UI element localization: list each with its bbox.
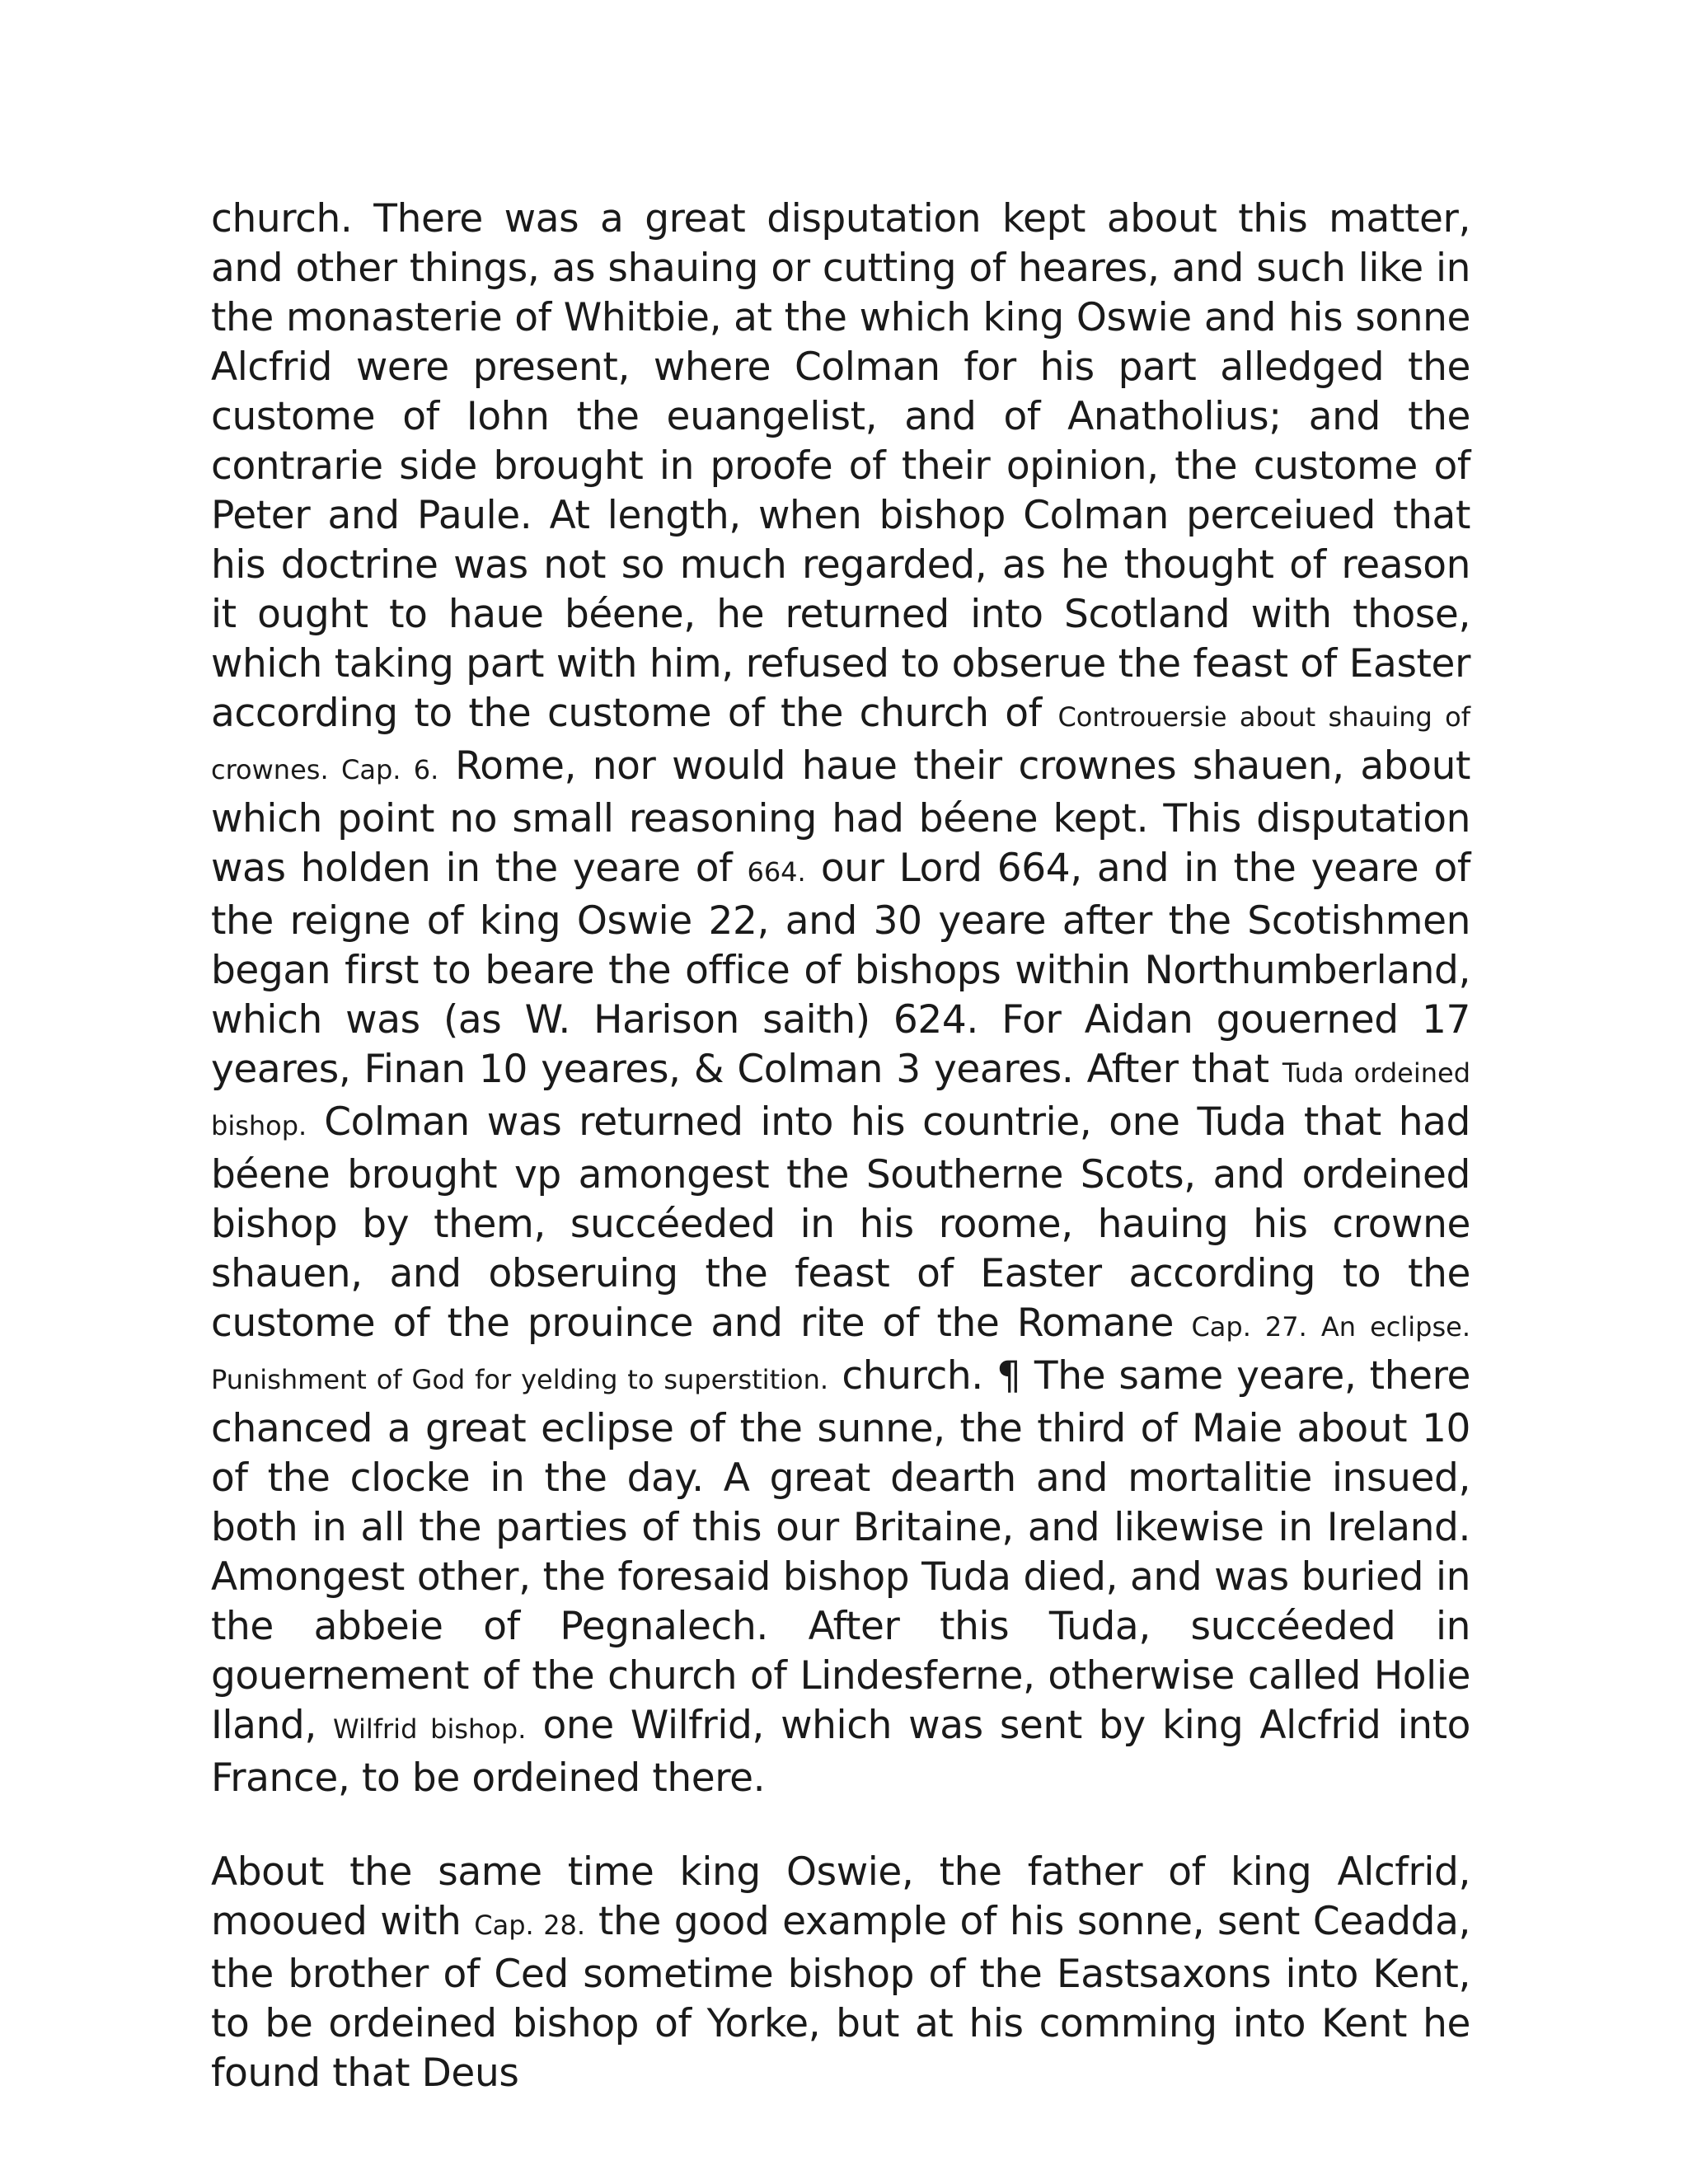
body-text: About the same time king Oswie, the father of king Alcfrid, mooued with (211, 1849, 1470, 1944)
body-text: Rome, nor would haue their crownes shauen, about which point no small reasoning had béene kept. This disputation was holden in the yeare of (211, 743, 1470, 891)
margin-note: 6. (401, 754, 439, 785)
margin-note: Tuda ordeined bishop. (211, 1057, 1471, 1141)
margin-note: 27. An eclipse. Punishment of God for yelding to superstition. (211, 1311, 1470, 1395)
margin-note-year: 664. (747, 856, 806, 888)
body-text: church. There was a great disputation kept about this matter, and other things, as shauing or cutting of heares, and such like in the monasterie of Whitbie, at the which king Oswie and his sonne Alcfrid were present, where Colman for his part alledged the custome of Iohn the euangelist, and of Anatholius; and the contrarie side brought in proofe of their opinion, the custome of Peter and Paule. At length, when bishop Colman perceiued that his doctrine was not so much regarded, as he thought of reason it ought to haue béene, he returned into Scotland with those, which taking part with him, refused to obserue the feast of Easter according to the custome of the church of (211, 196, 1470, 736)
body-text: Colman was returned into his countrie, one Tuda that had béene brought vp amongest the Southerne Scots, and ordeined bishop by them, succéeded in his roome, hauing his crowne shauen, and obseruing the feast of Easter according to the custome of the prouince and rite of the Romane (211, 1099, 1470, 1346)
margin-note: 28. (533, 1910, 586, 1941)
document-page (211, 194, 1470, 2098)
body-text: church. ¶ The same yeare, there chanced a great eclipse of the sunne, the third of Maie about 10 of the clocke in the day. A great dearth and mortalitie insued, both in all the parties of this our Britaine, and likewise in Ireland. Amongest other, the foresaid bishop Tuda died, and was buried in the abbeie of Pegnalech. After this Tuda, succéeded in gouernement of the church of Lindesferne, otherwise called Holie Iland, (211, 1353, 1471, 1748)
paragraph-2 (211, 1848, 1470, 2098)
body-text: the good example of his sonne, sent Ceadda, the brother of Ced sometime bishop of the Eastsaxons into Kent, to be ordeined bishop of Yorke, but at his comming into Kent he found that Deus (211, 1899, 1471, 2096)
margin-note-cap: Cap. (340, 754, 401, 785)
body-text: our Lord 664, and in the yeare of the reigne of king Oswie 22, and 30 yeare after the Scotishmen began first to beare the office of bishops within Northumberland, which was (as W. Harison saith) 624. For Aidan gouerned 17 yeares, Finan 10 yeares, & Colman 3 yeares. After that (211, 846, 1470, 1092)
body-text: one Wilfrid, which was sent by king Alcfrid into France, to be ordeined there. (211, 1703, 1470, 1801)
margin-note: Controuersie about shauing of crownes. (211, 701, 1471, 785)
margin-note-cap: Cap. (1191, 1311, 1251, 1343)
margin-note-cap: Cap. (474, 1910, 534, 1941)
margin-note: Wilfrid bishop. (333, 1713, 527, 1745)
paragraph-1 (211, 194, 1470, 1803)
